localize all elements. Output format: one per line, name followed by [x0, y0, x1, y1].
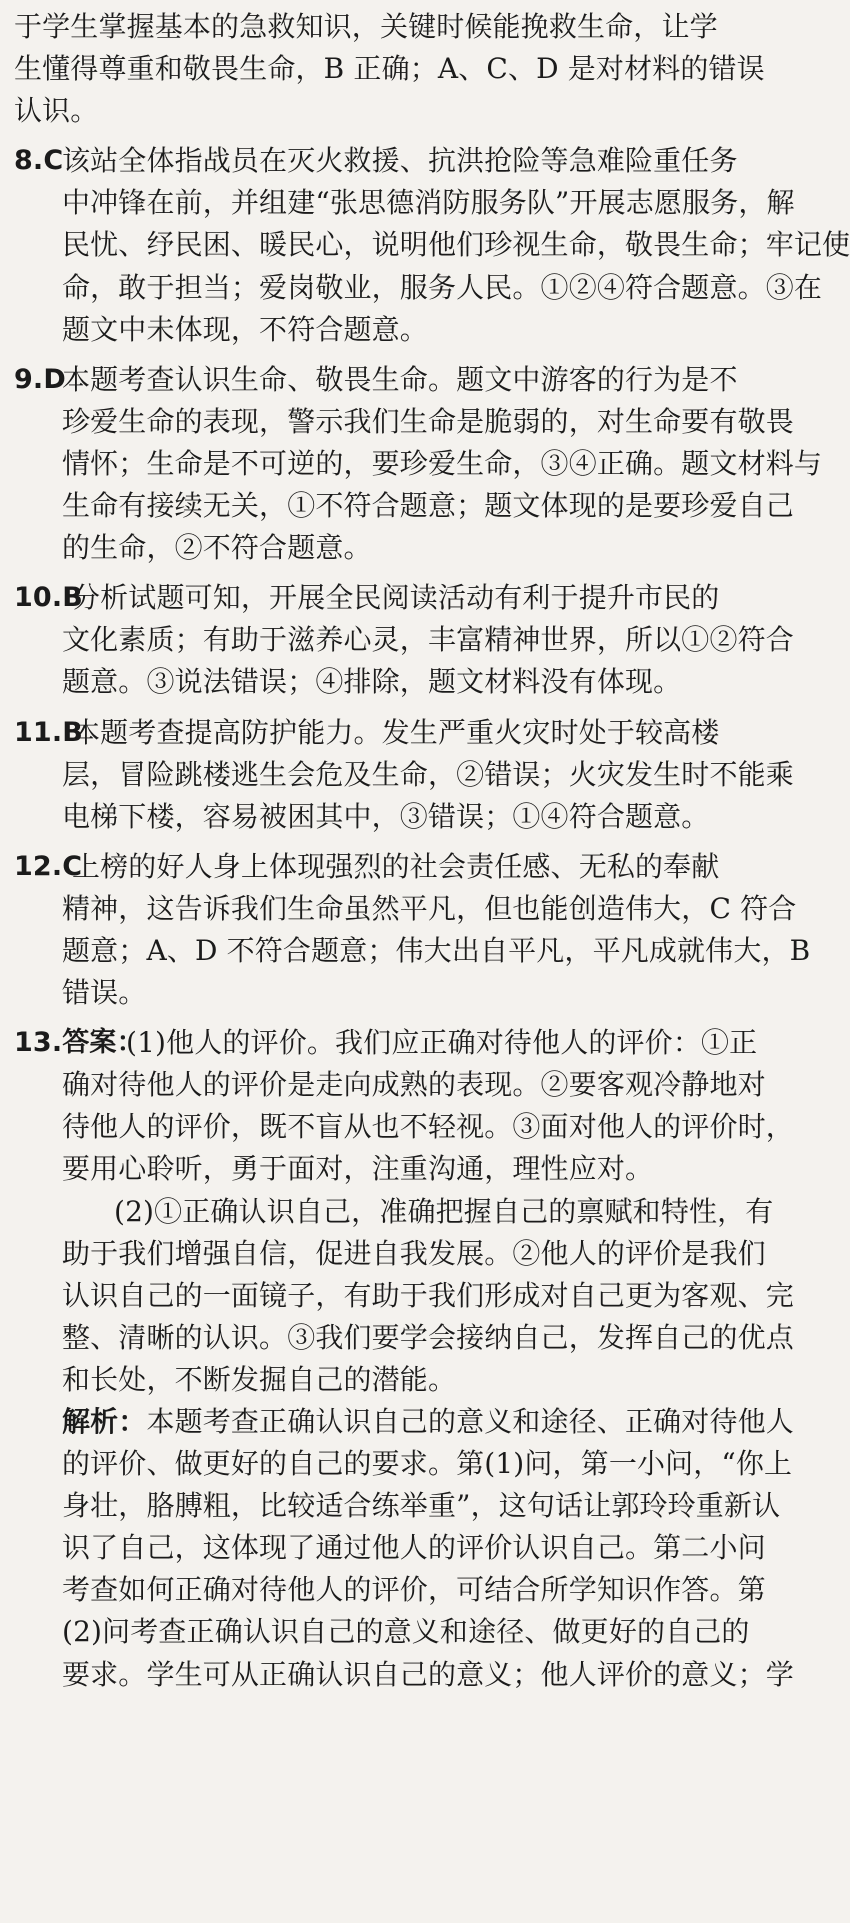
text-line: 精神，这告诉我们生命虽然平凡，但也能创造伟大，C 符合	[62, 891, 797, 925]
answer-12	[14, 846, 811, 1014]
answer-text: (1)他人的评价。我们应正确对待他人的评价：①正	[126, 1026, 758, 1060]
question-number: 13.答案：	[14, 1027, 144, 1059]
answer-text: 本题考查提高防护能力。发生严重火灾时处于较高楼	[72, 715, 720, 749]
text-line: 识了自己，这体现了通过他人的评价认识自己。第二小问	[62, 1531, 766, 1565]
text-line: 待他人的评价，既不盲从也不轻视。③面对他人的评价时，	[62, 1110, 794, 1144]
answer-text: 上榜的好人身上体现强烈的社会责任感、无私的奉献	[72, 849, 720, 883]
text-line: 要求。学生可从正确认识自己的意义；他人评价的意义；学	[62, 1657, 794, 1691]
text-line: 层，冒险跳楼逃生会危及生命，②错误；火灾发生时不能乘	[62, 757, 794, 791]
text-line: 民忧、纾民困、暖民心，说明他们珍视生命，敬畏生命；牢记使	[62, 228, 850, 262]
text-line: 生懂得尊重和敬畏生命，B 正确；A、C、D 是对材料的错误	[14, 52, 765, 86]
text-line	[14, 577, 720, 619]
text-line: 的生命，②不符合题意。	[62, 531, 372, 565]
text-line: 认识自己的一面镜子，有助于我们形成对自己更为客观、完	[62, 1278, 794, 1312]
text-line: 的评价、做更好的自己的要求。第(1)问，第一小问，“你上	[62, 1447, 793, 1481]
text-line	[14, 140, 738, 182]
text-line: 题文中未体现，不符合题意。	[62, 312, 428, 346]
text-line: 确对待他人的评价是走向成熟的表现。②要客观冷静地对	[62, 1068, 766, 1102]
text-line: 整、清晰的认识。③我们要学会接纳自己，发挥自己的优点	[62, 1320, 794, 1354]
question-number: 11.B	[14, 716, 84, 748]
text-line	[14, 846, 720, 888]
text-line: 于学生掌握基本的急救知识，关键时候能挽救生命，让学	[14, 10, 718, 43]
text-line: 和长处，不断发掘自己的潜能。	[62, 1362, 457, 1396]
question-number: 9.D	[14, 363, 66, 395]
intro-paragraph	[14, 6, 765, 132]
text-line: 认识。	[14, 94, 99, 128]
text-line: 文化素质；有助于滋养心灵，丰富精神世界，所以①②符合	[62, 623, 794, 657]
text-line	[14, 1401, 794, 1443]
analysis-label: 解析：	[62, 1405, 147, 1438]
text-line: (2)问考查正确认识自己的意义和途径、做更好的自己的	[62, 1615, 750, 1649]
text-line: 考查如何正确对待他人的评价，可结合所学知识作答。第	[62, 1573, 766, 1607]
text-line: (2)①正确认识自己，准确把握自己的禀赋和特性，有	[114, 1194, 774, 1228]
text-line: 题意。③说法错误；④排除，题文材料没有体现。	[62, 665, 682, 699]
text-line	[14, 712, 720, 754]
text-line: 命，敢于担当；爱岗敬业，服务人民。①②④符合题意。③在	[62, 270, 823, 304]
question-number: 12.C	[14, 850, 83, 882]
text-line: 珍爱生命的表现，警示我们生命是脆弱的，对生命要有敬畏	[62, 404, 794, 438]
answer-11	[14, 712, 794, 838]
answer-text: 本题考查认识生命、敬畏生命。题文中游客的行为是不	[62, 362, 738, 396]
text-line: 中冲锋在前，并组建“张思德消防服务队”开展志愿服务，解	[62, 186, 795, 220]
question-number: 8.C	[14, 145, 64, 177]
text-line: 题意；A、D 不符合题意；伟大出自平凡，平凡成就伟大，B	[62, 933, 811, 967]
answer-13	[14, 1022, 794, 1696]
text-line: 身壮，胳膊粗，比较适合练举重”，这句话让郭玲玲重新认	[62, 1489, 781, 1523]
text-line	[14, 359, 738, 401]
answer-text: 分析试题可知，开展全民阅读活动有利于提升市民的	[72, 581, 720, 615]
analysis-text: 本题考查正确认识自己的意义和途径、正确对待他人	[146, 1405, 794, 1438]
text-line: 助于我们增强自信，促进自我发展。②他人的评价是我们	[62, 1236, 766, 1270]
text-line: 要用心聆听，勇于面对，注重沟通，理性应对。	[62, 1152, 654, 1186]
text-line: 生命有接续无关，①不符合题意；题文体现的是要珍爱自己	[62, 489, 794, 523]
text-line: 情怀；生命是不可逆的，要珍爱生命，③④正确。题文材料与	[62, 446, 823, 480]
question-number: 10.B	[14, 582, 84, 614]
text-line: 电梯下楼，容易被困其中，③错误；①④符合题意。	[62, 799, 710, 833]
text-line: 错误。	[62, 976, 147, 1010]
text-line	[14, 1022, 758, 1064]
answer-9	[14, 359, 823, 569]
answer-10	[14, 577, 794, 703]
answer-8	[14, 140, 850, 350]
answer-text: 该站全体指战员在灭火救援、抗洪抢险等急难险重任务	[62, 144, 738, 178]
